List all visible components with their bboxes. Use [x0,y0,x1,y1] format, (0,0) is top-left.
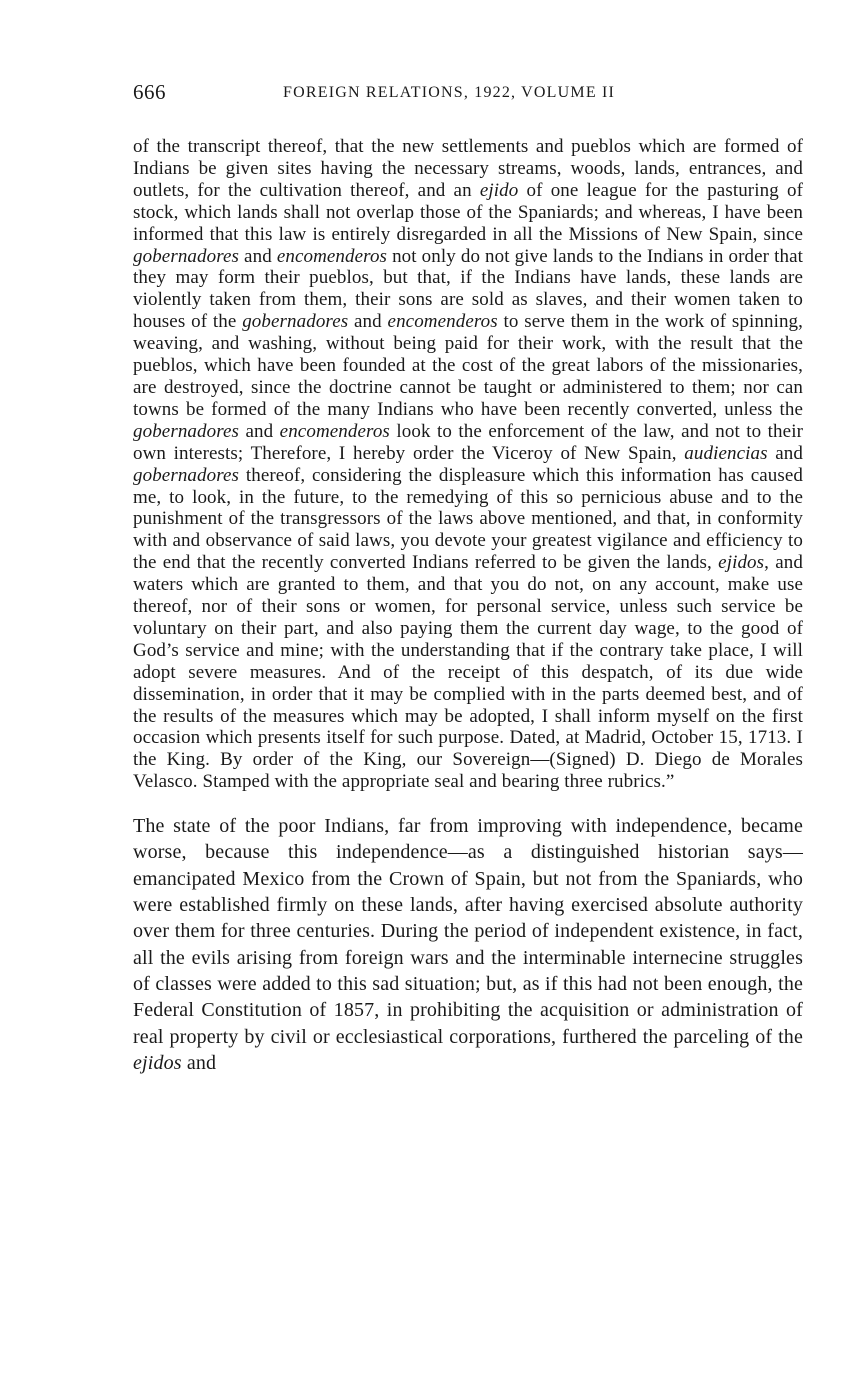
italic-term: gobernadores [133,420,240,442]
italic-term: gobernadores [133,464,240,486]
text-run: The state of the poor Indians, far from improving with independence, became worse, because this independence—as a distinguished historian says—emancipated Mexico from the Crown of Spain, but not from the Spaniards, who were established firmly on these lands, after having exercised absolute authority over them for three centuries. During the period of independent existence, in fact, all the evils arising from foreign wars and the interminable internecine struggles of classes were added to this sad situation; but, as if this had not been enough, the Federal Constitution of 1857, in prohibiting the acquisition or administration of real property by civil or ecclesiastical corporations, furthered the parceling of the [133,815,803,1048]
text-run: of the transcript thereof, that the new settlements and pueblos which are formed of Indians be given sites having the necessary streams, woods, lands, entrances, and outlets, for the cultivation thereof, and an [133,136,803,201]
text-run: and [181,1051,217,1074]
italic-term: encomenderos [279,420,390,442]
body-text [133,813,803,1076]
body-paragraph [133,813,803,1076]
quoted-decree-text [133,136,803,793]
italic-term: ejidos [133,1051,182,1074]
italic-term: ejido [479,179,519,201]
text-run: and [348,311,388,333]
quote-paragraph [133,136,803,793]
italic-term: audiencias [684,442,768,464]
text-run: to serve them in the work of spinning, weaving, and washing, without being paid for their work, with the result that the pueblos, which have been founded at the cost of the great labors of the missionaries, are destroyed, since the doctrine cannot be taught or administered to them; nor can towns be formed of the many Indians who have been recently converted, unless the [133,311,803,420]
italic-term: encomenderos [387,311,498,333]
text-run: of one league for the pasturing of stock, which lands shall not overlap those of the Spaniards; and whereas, I have been informed that this law is entirely disregarded in all the Missions of New Spain, since [133,179,803,245]
text-run: and [767,442,803,464]
italic-term: gobernadores [133,245,240,267]
text-run: and [239,245,277,267]
italic-term: gobernadores [242,311,349,333]
text-run: not only do not give lands to the Indians in order that they may form their pueblos, but that, if the Indians have lands, these lands are violently taken from them, their sons are sold as slaves, and their women taken to houses of the [133,245,803,333]
text-run: and [239,420,280,442]
text-run: , and waters which are granted to them, and that you do not, on any account, make use thereof, nor of their sons or women, for personal service, unless such service be voluntary on their part, and also paying them the current day wage, to the good of God’s service and mine; with the understanding that if the contrary take place, I will adopt severe measures. And of the receipt of this despatch, of its due wide dissemination, in order that it may be complied with in the parts deemed best, and of the results of the measures which may be adopted, I shall inform myself on the first occasion which presents itself for such purpose. Dated, at Madrid, October 15, 1713. I the King. By order of the King, our Sovereign—(Signed) D. Diego de Morales Velasco. Stamped with the appropriate seal and bearing three rubrics.” [133,552,803,793]
italic-term: ejidos [718,552,765,574]
page-number: 666 [133,80,166,104]
document-page [133,78,803,1076]
running-head [133,78,803,114]
text-run: thereof, considering the displeasure which this information has caused me, to look, in the future, to the remedying of this so pernicious abuse and to the punishment of the transgressors of the laws above mentioned, and that, in conformity with and observance of said laws, you devote your greatest vigilance and efficiency to the end that the recently converted Indians referred to be given the lands, [133,464,803,574]
running-title: FOREIGN RELATIONS, 1922, VOLUME II [283,84,616,101]
italic-term: encomenderos [276,245,388,267]
text-run: look to the enforcement of the law, and not to their own interests; Therefore, I hereby order the Viceroy of New Spain, [133,420,804,464]
